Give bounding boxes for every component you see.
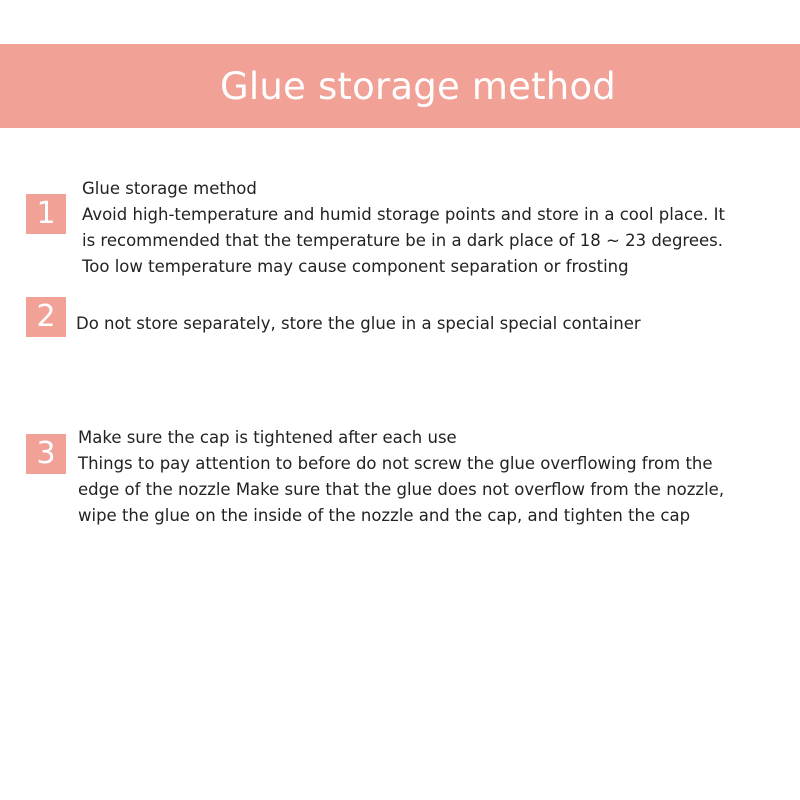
step-3-line: Things to pay attention to before do not screw the glue overflowing from the xyxy=(78,454,713,473)
step-2-line: Do not store separately, store the glue in a special special container xyxy=(76,314,641,333)
step-1-line: is recommended that the temperature be in a dark place of 18 ~ 23 degrees. xyxy=(82,231,723,250)
step-1-text xyxy=(82,176,725,280)
step-1-line: Avoid high-temperature and humid storage points and store in a cool place. It xyxy=(82,205,726,224)
step-number-2: 2 xyxy=(26,297,66,337)
step-number-3: 3 xyxy=(26,434,66,474)
step-3-text xyxy=(78,425,724,529)
step-number-1: 1 xyxy=(26,194,66,234)
step-1-line: Too low temperature may cause component separation or frosting xyxy=(82,257,629,276)
title-banner xyxy=(0,44,800,128)
step-3-line: wipe the glue on the inside of the nozzle and the cap, and tighten the cap xyxy=(78,506,691,525)
step-1-line: Glue storage method xyxy=(82,179,257,198)
page-title: Glue storage method xyxy=(220,64,616,108)
step-3-line: Make sure the cap is tightened after each use xyxy=(78,428,457,447)
step-3-line: edge of the nozzle Make sure that the glue does not overflow from the nozzle, xyxy=(78,480,725,499)
step-2-text xyxy=(76,311,641,337)
